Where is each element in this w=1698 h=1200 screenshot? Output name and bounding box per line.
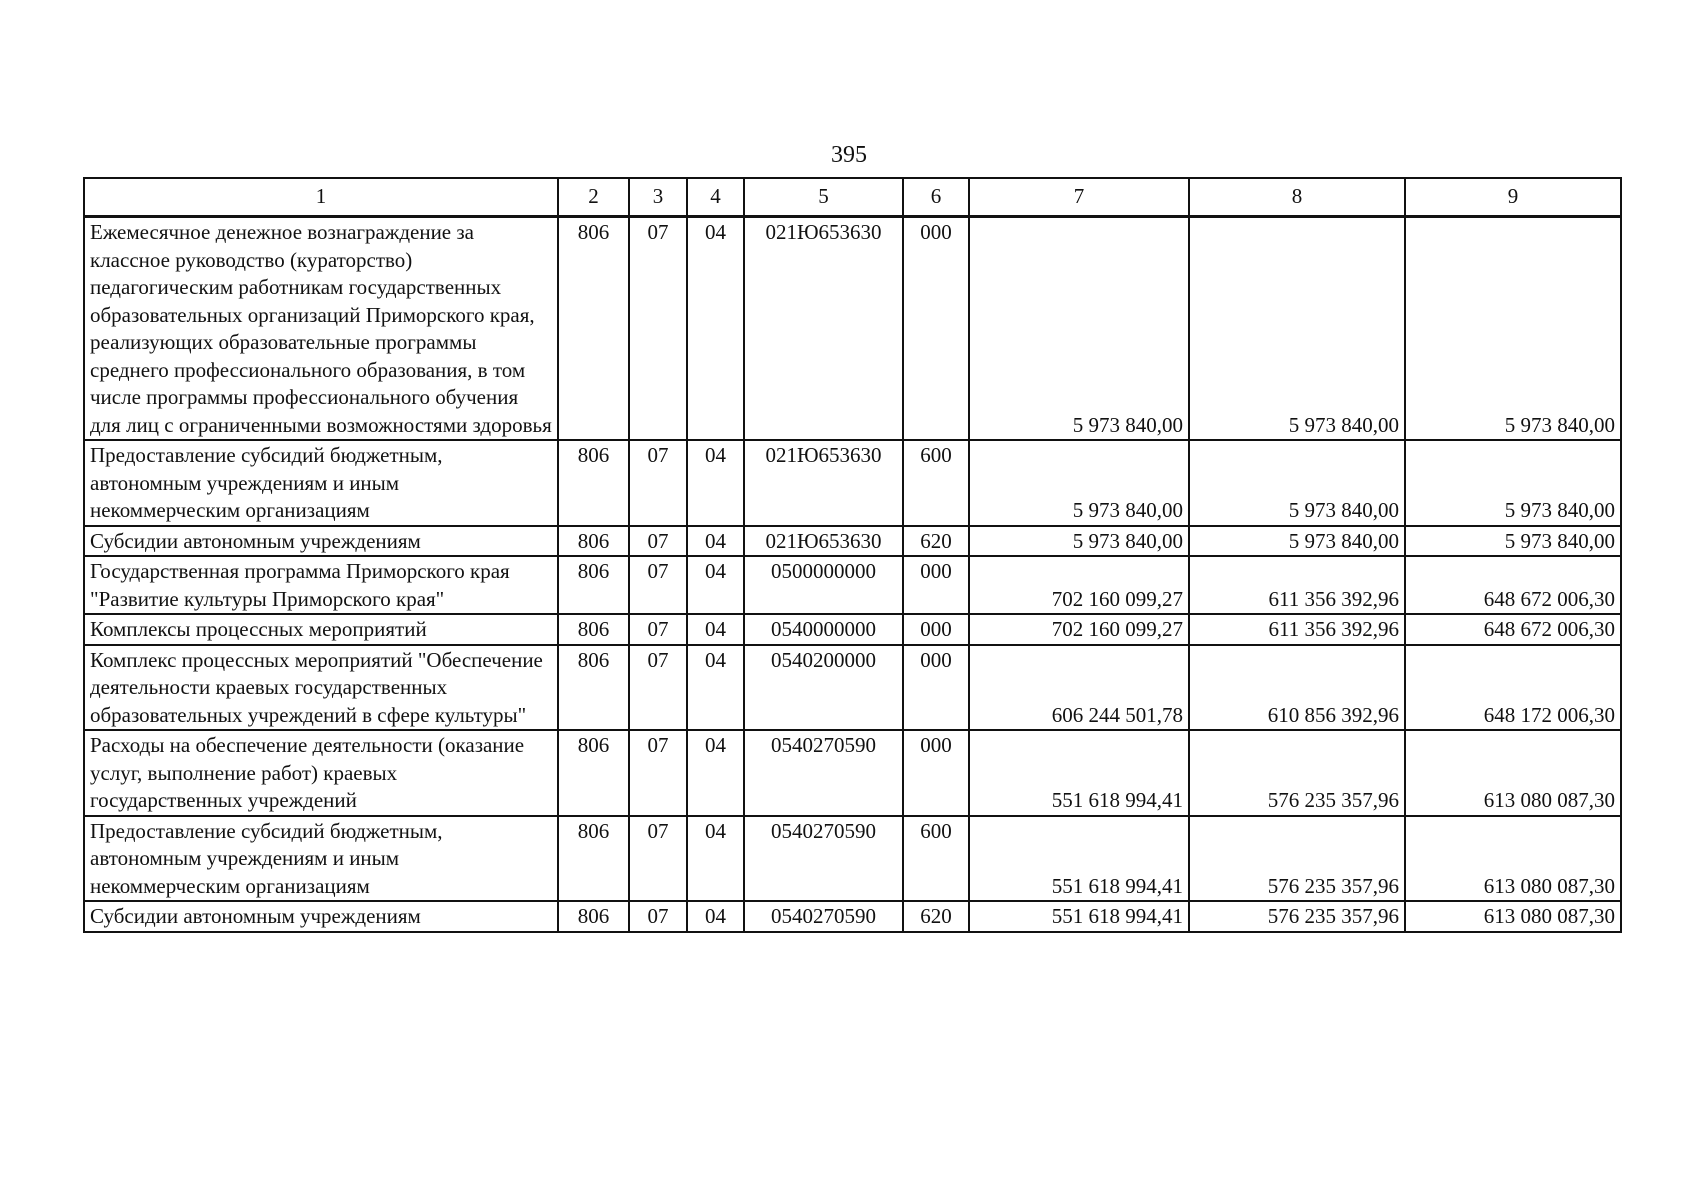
row-name: Предоставление субсидий бюджетным, автономным учреждениям и иным некоммерческим организациям: [84, 816, 558, 902]
row-col-5: 0500000000: [744, 556, 903, 614]
column-header-2: 2: [558, 178, 629, 217]
row-col-3: 07: [629, 440, 687, 526]
column-header-8: 8: [1189, 178, 1405, 217]
row-col-4: 04: [687, 556, 744, 614]
row-name: Субсидии автономным учреждениям: [84, 526, 558, 557]
row-amount-8: 611 356 392,96: [1189, 556, 1405, 614]
row-col-6: 000: [903, 730, 969, 816]
column-header-4: 4: [687, 178, 744, 217]
row-amount-7: 551 618 994,41: [969, 730, 1189, 816]
row-amount-7: 606 244 501,78: [969, 645, 1189, 731]
row-col-5: 021Ю653630: [744, 440, 903, 526]
row-col-6: 000: [903, 217, 969, 441]
column-header-6: 6: [903, 178, 969, 217]
row-amount-9: 648 172 006,30: [1405, 645, 1621, 731]
row-col-5: 021Ю653630: [744, 217, 903, 441]
table-row: [84, 614, 1621, 645]
row-name: Государственная программа Приморского края "Развитие культуры Приморского края": [84, 556, 558, 614]
row-col-4: 04: [687, 526, 744, 557]
row-amount-7: 5 973 840,00: [969, 217, 1189, 441]
row-amount-8: 5 973 840,00: [1189, 526, 1405, 557]
table-header: [84, 178, 1621, 217]
row-amount-9: 613 080 087,30: [1405, 730, 1621, 816]
column-header-3: 3: [629, 178, 687, 217]
row-col-2: 806: [558, 440, 629, 526]
row-col-3: 07: [629, 526, 687, 557]
row-col-5: 0540270590: [744, 816, 903, 902]
column-header-9: 9: [1405, 178, 1621, 217]
row-col-6: 000: [903, 614, 969, 645]
row-col-2: 806: [558, 526, 629, 557]
row-col-5: 0540200000: [744, 645, 903, 731]
row-col-3: 07: [629, 217, 687, 441]
row-amount-8: 576 235 357,96: [1189, 901, 1405, 932]
row-name: Предоставление субсидий бюджетным, автономным учреждениям и иным некоммерческим организациям: [84, 440, 558, 526]
row-name: Расходы на обеспечение деятельности (оказание услуг, выполнение работ) краевых государственных учреждений: [84, 730, 558, 816]
table-row: [84, 526, 1621, 557]
row-col-5: 0540270590: [744, 730, 903, 816]
column-header-1: 1: [84, 178, 558, 217]
row-col-4: 04: [687, 614, 744, 645]
row-name: Ежемесячное денежное вознаграждение за классное руководство (кураторство) педагогическим работникам государственных образовательных организаций Приморского края, реализующих образовательные программы среднего профессионального образования, в том числе программы профессионального обучения для лиц с ограниченными возможностями здоровья: [84, 217, 558, 441]
row-col-5: 0540000000: [744, 614, 903, 645]
page-number: 395: [831, 142, 867, 168]
row-col-2: 806: [558, 901, 629, 932]
row-col-4: 04: [687, 816, 744, 902]
budget-table: [83, 177, 1622, 933]
row-col-5: 021Ю653630: [744, 526, 903, 557]
row-col-6: 600: [903, 816, 969, 902]
row-amount-9: 613 080 087,30: [1405, 816, 1621, 902]
column-header-5: 5: [744, 178, 903, 217]
row-col-4: 04: [687, 217, 744, 441]
row-col-5: 0540270590: [744, 901, 903, 932]
row-amount-8: 5 973 840,00: [1189, 440, 1405, 526]
row-amount-8: 576 235 357,96: [1189, 730, 1405, 816]
table-row: [84, 440, 1621, 526]
row-name: Комплекс процессных мероприятий "Обеспечение деятельности краевых государственных образовательных учреждений в сфере культуры": [84, 645, 558, 731]
row-amount-9: 5 973 840,00: [1405, 526, 1621, 557]
row-col-6: 000: [903, 645, 969, 731]
row-amount-8: 610 856 392,96: [1189, 645, 1405, 731]
row-col-2: 806: [558, 730, 629, 816]
row-amount-9: 5 973 840,00: [1405, 440, 1621, 526]
row-col-4: 04: [687, 901, 744, 932]
row-col-6: 600: [903, 440, 969, 526]
row-amount-9: 648 672 006,30: [1405, 556, 1621, 614]
row-amount-9: 5 973 840,00: [1405, 217, 1621, 441]
row-name: Комплексы процессных мероприятий: [84, 614, 558, 645]
row-col-4: 04: [687, 645, 744, 731]
header-row: [84, 178, 1621, 217]
row-amount-7: 551 618 994,41: [969, 816, 1189, 902]
row-col-4: 04: [687, 440, 744, 526]
row-amount-8: 611 356 392,96: [1189, 614, 1405, 645]
row-col-2: 806: [558, 816, 629, 902]
row-amount-8: 576 235 357,96: [1189, 816, 1405, 902]
row-col-2: 806: [558, 614, 629, 645]
row-amount-7: 551 618 994,41: [969, 901, 1189, 932]
row-amount-7: 702 160 099,27: [969, 614, 1189, 645]
row-col-2: 806: [558, 217, 629, 441]
row-col-3: 07: [629, 901, 687, 932]
row-amount-7: 702 160 099,27: [969, 556, 1189, 614]
row-col-6: 000: [903, 556, 969, 614]
row-col-4: 04: [687, 730, 744, 816]
table-row: [84, 816, 1621, 902]
table-row: [84, 645, 1621, 731]
row-col-3: 07: [629, 556, 687, 614]
row-col-2: 806: [558, 645, 629, 731]
row-amount-7: 5 973 840,00: [969, 526, 1189, 557]
row-amount-9: 648 672 006,30: [1405, 614, 1621, 645]
row-col-3: 07: [629, 816, 687, 902]
table-row: [84, 217, 1621, 441]
row-col-3: 07: [629, 645, 687, 731]
row-amount-9: 613 080 087,30: [1405, 901, 1621, 932]
table-row: [84, 730, 1621, 816]
column-header-7: 7: [969, 178, 1189, 217]
row-col-6: 620: [903, 526, 969, 557]
row-amount-7: 5 973 840,00: [969, 440, 1189, 526]
table-row: [84, 901, 1621, 932]
row-col-6: 620: [903, 901, 969, 932]
row-name: Субсидии автономным учреждениям: [84, 901, 558, 932]
row-col-2: 806: [558, 556, 629, 614]
row-col-3: 07: [629, 730, 687, 816]
row-col-3: 07: [629, 614, 687, 645]
table-body: [84, 217, 1621, 932]
row-amount-8: 5 973 840,00: [1189, 217, 1405, 441]
table-row: [84, 556, 1621, 614]
